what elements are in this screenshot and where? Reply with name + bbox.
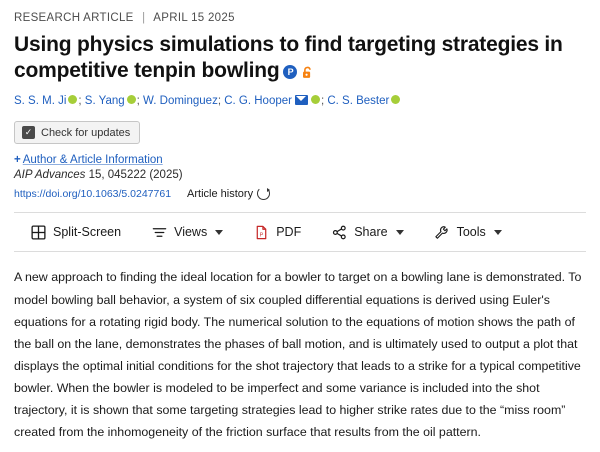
tools-icon xyxy=(434,224,450,240)
orcid-icon[interactable] xyxy=(127,95,136,104)
orcid-icon[interactable] xyxy=(68,95,77,104)
page-title xyxy=(14,32,586,83)
check-for-updates-button[interactable] xyxy=(14,121,140,144)
pdf-label: PDF xyxy=(276,225,302,240)
share-icon xyxy=(331,224,347,240)
split-screen-icon xyxy=(30,224,46,240)
title-badge-group xyxy=(283,65,315,80)
chevron-down-icon xyxy=(215,230,223,235)
author-entry xyxy=(14,95,78,107)
peer-reviewed-badge[interactable]: P xyxy=(283,65,297,79)
author-name[interactable]: W. Dominguez xyxy=(143,95,218,108)
views-label: Views xyxy=(174,225,208,240)
article-type: RESEARCH ARTICLE xyxy=(14,12,134,24)
tools-button[interactable] xyxy=(420,222,518,242)
author-separator: ; xyxy=(78,95,85,108)
author-separator: ; xyxy=(320,95,328,108)
doi-link[interactable]: https://doi.org/10.1063/5.0247761 xyxy=(14,187,172,200)
orcid-icon[interactable] xyxy=(391,95,400,104)
chevron-down-icon xyxy=(494,230,502,235)
kicker-separator: | xyxy=(142,12,146,24)
svg-text:P: P xyxy=(259,232,263,239)
author-name[interactable]: S. Yang xyxy=(84,95,125,108)
article-kicker xyxy=(14,12,586,24)
pdf-icon xyxy=(253,224,269,240)
author-article-information-label: Author & Article Information xyxy=(22,154,163,167)
article-history-label: Article history xyxy=(187,187,254,200)
orcid-icon[interactable] xyxy=(311,95,320,104)
article-history-toggle[interactable] xyxy=(187,187,270,200)
split-screen-button[interactable] xyxy=(16,222,137,242)
abstract-text: A new approach to finding the ideal location for a bowler to target on a bowling lane is demonstrated. To model bowling ball behavior, a system of six coupled differential equations is derived using Euler's equations for a rotating rigid body. The numerical solution to the equations of motion shows the path of the ball on the lane, demonstrates the phases of ball motion, and is ultimately used to output a plot that displays the optimal initial conditions for the shot trajectory that leads to a strike for a typical competitive bowler. When the bowler is modeled to be imperfect and some variance is included into the shot trajectory, it is shown that some targeting strategies lead to higher strike rates due to the “miss room” created from the inhomogeneity of the friction surface that results from the oil pattern. xyxy=(14,270,582,440)
author-list xyxy=(14,93,586,110)
citation-line xyxy=(14,169,586,181)
tools-label: Tools xyxy=(456,225,486,240)
open-access-icon[interactable] xyxy=(300,65,315,80)
article-toolbar xyxy=(14,212,586,252)
author-name[interactable]: C. S. Bester xyxy=(327,95,390,108)
author-name[interactable]: S. S. M. Ji xyxy=(14,95,67,108)
views-button[interactable] xyxy=(137,222,239,242)
check-for-updates-label: Check for updates xyxy=(41,126,131,139)
publication-date: APRIL 15 2025 xyxy=(153,12,235,24)
author-separator: ; xyxy=(136,95,144,108)
split-screen-label: Split-Screen xyxy=(53,225,122,240)
expand-icon: + xyxy=(14,154,21,167)
author-entry xyxy=(143,95,218,107)
share-button[interactable] xyxy=(317,222,419,242)
journal-name: AIP Advances xyxy=(14,169,86,182)
share-label: Share xyxy=(354,225,388,240)
email-icon[interactable] xyxy=(295,95,308,105)
author-entry xyxy=(327,95,401,107)
crossmark-icon: ✓ xyxy=(22,126,35,139)
author-article-information-toggle[interactable] xyxy=(14,154,586,166)
history-icon xyxy=(257,187,270,200)
views-icon xyxy=(151,224,167,240)
citation-details: 15, 045222 (2025) xyxy=(85,169,183,182)
author-separator: ; xyxy=(217,95,225,108)
title-text: Using physics simulations to find targeting strategies in competitive tenpin bowling xyxy=(14,33,563,82)
author-name[interactable]: C. G. Hooper xyxy=(224,95,292,108)
author-entry xyxy=(224,95,321,107)
doi-row xyxy=(14,187,586,200)
author-entry xyxy=(85,95,137,107)
pdf-button[interactable] xyxy=(239,222,317,242)
chevron-down-icon xyxy=(396,230,404,235)
